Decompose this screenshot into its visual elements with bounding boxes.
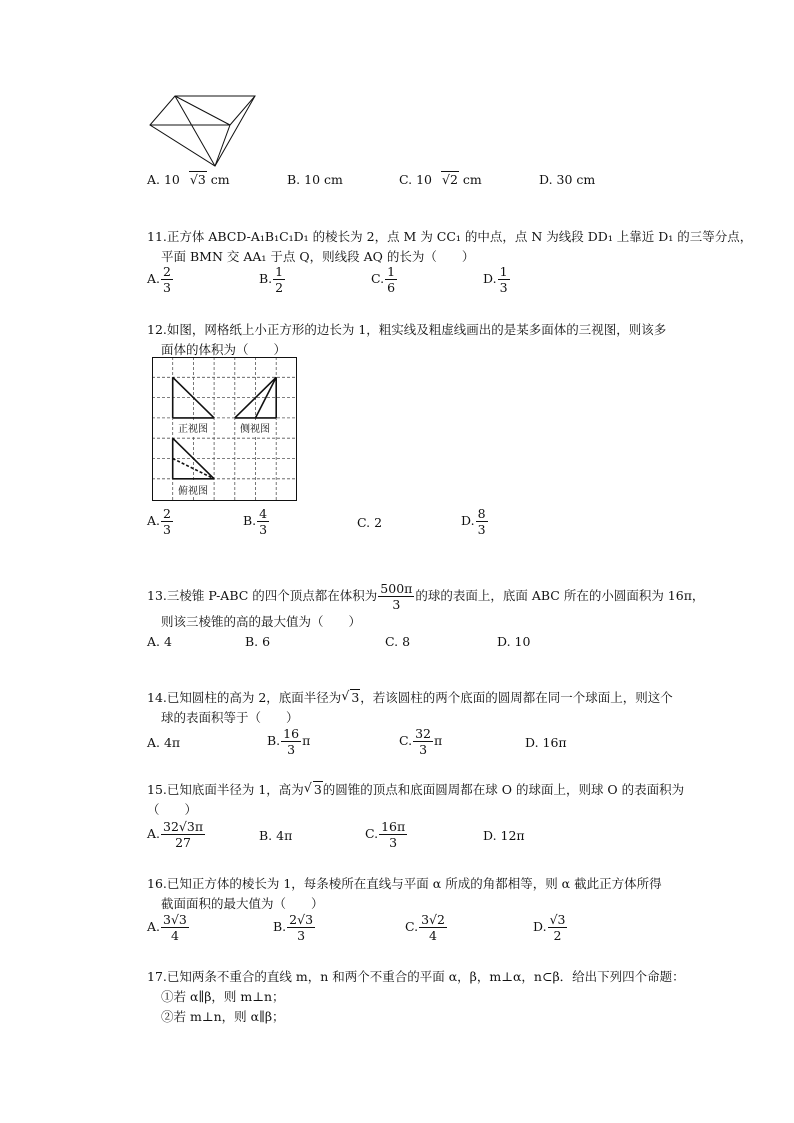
q13-option-c: C. 8 (385, 634, 411, 649)
q13-option-b: B. 6 (245, 634, 271, 649)
q10-option-b: B. 10 cm (287, 172, 343, 187)
q10-options (147, 172, 647, 192)
q10-option-c: C. 10 √2 cm (399, 172, 482, 187)
q13-option-a: A. 4 (147, 634, 172, 649)
q10-option-a: A. 10 √3 cm (147, 172, 230, 187)
q15-option-b: B. 4π (259, 828, 293, 843)
q13-text-line1: 13.三棱锥 P-ABC 的四个顶点都在体积为 $\frac{500\pi}{3}$ 的球的表面上，底面 ABC 所在的小圆面积为 16π， (147, 581, 705, 612)
q15-text-line1: 15.已知底面半径为 1，高为 √ 3的圆锥的顶点和底面圆周都在球 O 的球面上，则球 O 的表面积为 (147, 780, 685, 797)
front-view-label: 正视图 (178, 424, 208, 435)
question-17 (147, 967, 685, 1027)
q14-option-c: C. $\frac{32}{3}$ π (399, 726, 443, 757)
q15-text-line2: （ ） (147, 802, 198, 817)
question-13 (147, 580, 704, 632)
top-view-label: 俯视图 (178, 486, 208, 497)
three-view-figure (152, 357, 298, 503)
q15-option-d: D. 12π (483, 828, 525, 843)
q12-option-d: D. $\frac{8}{3}$ (461, 506, 486, 537)
q12-text-line2: 面体的体积为（ ） (161, 342, 287, 357)
q14-text-line1: 14.已知圆柱的高为 2，底面半径为 √ 3，若该圆柱的两个底面的圆周都在同一个球面上，则这个 (147, 688, 673, 705)
q12-option-a: A. $\frac{2}{3}$ (147, 506, 171, 537)
question-16 (147, 874, 662, 914)
prism-figure (145, 92, 260, 170)
q13-text-line2: 则该三棱锥的高的最大值为（ ） (161, 614, 362, 629)
question-14 (147, 688, 673, 728)
q16-option-c: C. $\frac{3√2}{4}$ (405, 912, 445, 943)
q16-options (147, 912, 647, 948)
q14-text-line2: 球的表面积等于（ ） (161, 710, 299, 725)
q17-text-line1: 17.已知两条不重合的直线 m，n 和两个不重合的平面 α，β，m⊥α，n⊂β．给出下列四个命题： (147, 969, 685, 984)
q15-options (147, 819, 647, 855)
q10-option-d: D. 30 cm (539, 172, 596, 187)
q14-option-b: B. $\frac{16}{3}$ π (267, 726, 311, 757)
q13-option-d: D. 10 (497, 634, 531, 649)
q16-option-a: A. $\frac{3√3}{4}$ (147, 912, 187, 943)
q14-option-a: A. 4π (147, 735, 181, 750)
q12-option-b: B. $\frac{4}{3}$ (243, 506, 268, 537)
q13-options (147, 634, 647, 654)
q14-option-d: D. 16π (525, 735, 567, 750)
q12-text-line1: 12.如图，网格纸上小正方形的边长为 1，粗实线及粗虚线画出的是某多面体的三视图，则该多 (147, 322, 667, 337)
q16-option-b: B. $\frac{2√3}{3}$ (273, 912, 314, 943)
side-view-label: 侧视图 (240, 424, 270, 435)
q14-options (147, 726, 647, 762)
q11-option-d: D. $\frac{1}{3}$ (483, 264, 508, 295)
question-11 (147, 227, 752, 267)
question-12 (147, 320, 666, 360)
q15-option-a: A. $\frac{32√3\pi}{27}$ (147, 819, 204, 850)
question-15 (147, 780, 684, 820)
q12-options (147, 506, 647, 542)
q12-option-c: C. 2 (357, 515, 383, 530)
q11-options (147, 264, 647, 300)
q16-option-d: D. $\frac{√3}{2}$ (533, 912, 566, 943)
q11-option-b: B. $\frac{1}{2}$ (259, 264, 284, 295)
q17-proposition-2: ②若 m⊥n，则 α∥β； (161, 1009, 285, 1024)
q11-option-a: A. $\frac{2}{3}$ (147, 264, 171, 295)
q16-text-line2: 截面面积的最大值为（ ） (161, 896, 324, 911)
q16-text-line1: 16.已知正方体的棱长为 1，每条棱所在直线与平面 α 所成的角都相等，则 α 截此正方体所得 (147, 876, 662, 891)
q11-text-line1: 11.正方体 ABCD-A₁B₁C₁D₁ 的棱长为 2，点 M 为 CC₁ 的中点，点 N 为线段 DD₁ 上靠近 D₁ 的三等分点， (147, 229, 753, 244)
q11-text-line2: 平面 BMN 交 AA₁ 于点 Q，则线段 AQ 的长为（ ） (161, 249, 475, 264)
q15-option-c: C. $\frac{16\pi}{3}$ (365, 819, 406, 850)
q17-proposition-1: ①若 α∥β，则 m⊥n； (161, 989, 285, 1004)
q11-option-c: C. $\frac{1}{6}$ (371, 264, 396, 295)
